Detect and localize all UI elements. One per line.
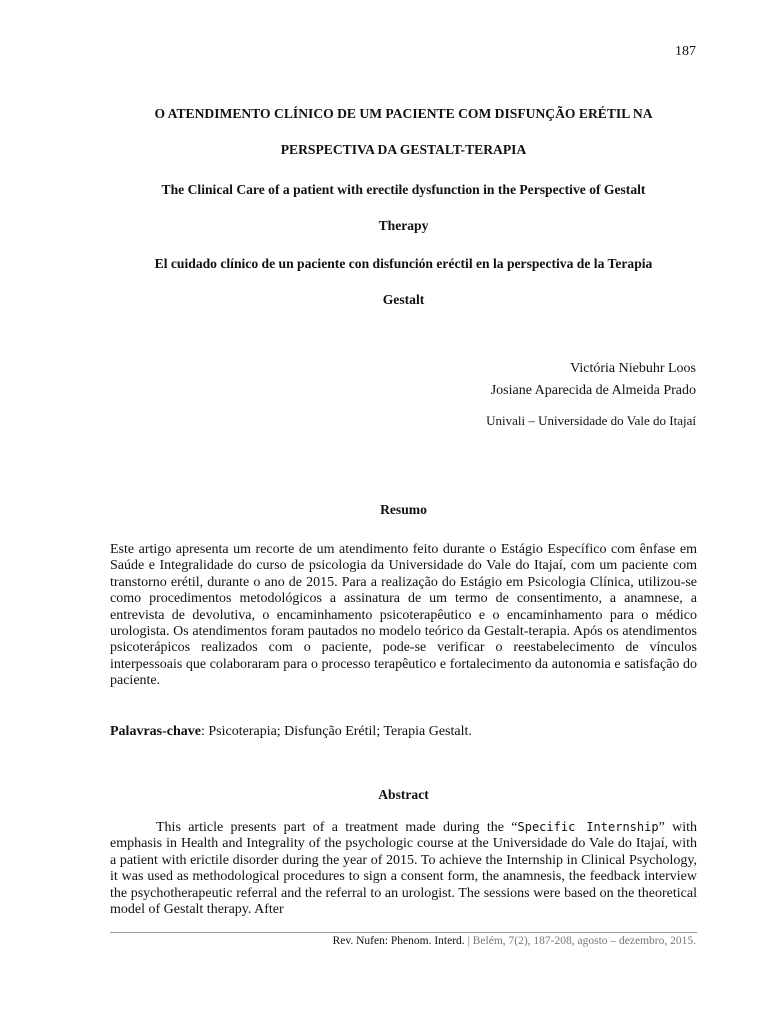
title-english-line-2: Therapy <box>378 218 429 233</box>
author-affiliation: Univali – Universidade do Vale do Itajaí <box>486 413 696 428</box>
keywords-line <box>110 724 697 740</box>
title-portuguese <box>110 96 697 168</box>
title-english <box>110 172 697 244</box>
author-name: Josiane Aparecida de Almeida Prado <box>490 383 696 398</box>
resumo-heading: Resumo <box>380 502 427 517</box>
title-portuguese-line-2: PERSPECTIVA DA GESTALT-TERAPIA <box>280 142 527 157</box>
abstract-heading: Abstract <box>378 787 429 802</box>
abstract-internship-phrase: Specific Internship <box>517 820 659 834</box>
footer-divider <box>110 932 697 933</box>
abstract-text-start: This article presents part of a treatment made during the “ <box>156 820 518 835</box>
resumo-paragraph: Este artigo apresenta um recorte de um atendimento feito durante o Estágio Específico com ênfase em Saúde e Integralidade do curso de psicologia da Universidade do Vale do Itajaí, com um paciente com transtorno erétil, durante o ano de 2015. Para a realização do Estágio em Psicologia Clínica, utilizou-se como procedimentos metodológicos a assinatura de um termo de consentimento, a anamnese, a entrevista de devolutiva, o encaminhamento psicoterapêutico e o encaminhamento para o médico urologista. Os atendimentos foram pautados no modelo teórico da Gestalt-terapia. Após os atendimentos psicoterápicos realizados com o paciente, pode-se verificar o reestabelecimento de vínculos interpessoais que colaboraram para o processo terapêutico e fortalecimento da autonomia e satisfação do paciente. <box>110 542 697 689</box>
title-english-line-1: The Clinical Care of a patient with erectile dysfunction in the Perspective of Gestalt <box>161 182 646 197</box>
abstract-paragraph <box>110 819 697 918</box>
author-name: Victória Niebuhr Loos <box>570 361 696 376</box>
page-number: 187 <box>675 44 696 59</box>
title-spanish-line-2: Gestalt <box>382 292 425 307</box>
title-spanish <box>110 246 697 318</box>
title-portuguese-line-1: O ATENDIMENTO CLÍNICO DE UM PACIENTE COM DISFUNÇÃO ERÉTIL NA <box>154 106 653 121</box>
footer-journal-name: Rev. Nufen: Phenom. Interd. <box>332 935 465 947</box>
keywords-list: : Psicoterapia; Disfunção Erétil; Terapia Gestalt. <box>200 724 472 739</box>
journal-footer <box>333 935 696 947</box>
abstract-text-rest: ” with emphasis in Health and Integrality of the psychologic course at the Universidade do Vale do Itajaí, with a patient with erictile disorder during the year of 2015. To achieve the Internship in Clinical Psychology, it was used as methodological procedures to sign a consent form, the anamnesis, the feedback interview the psychotherapeutic referral and the referral to an urologist. The sessions were based on the theoretical model of Gestalt therapy. After <box>110 820 697 918</box>
author-list <box>491 358 696 402</box>
footer-citation: | Belém, 7(2), 187-208, agosto – dezembro, 2015. <box>464 935 696 947</box>
keywords-label: Palavras-chave <box>110 724 201 739</box>
title-spanish-line-1: El cuidado clínico de un paciente con disfunción eréctil en la perspectiva de la Terapia <box>154 256 653 271</box>
